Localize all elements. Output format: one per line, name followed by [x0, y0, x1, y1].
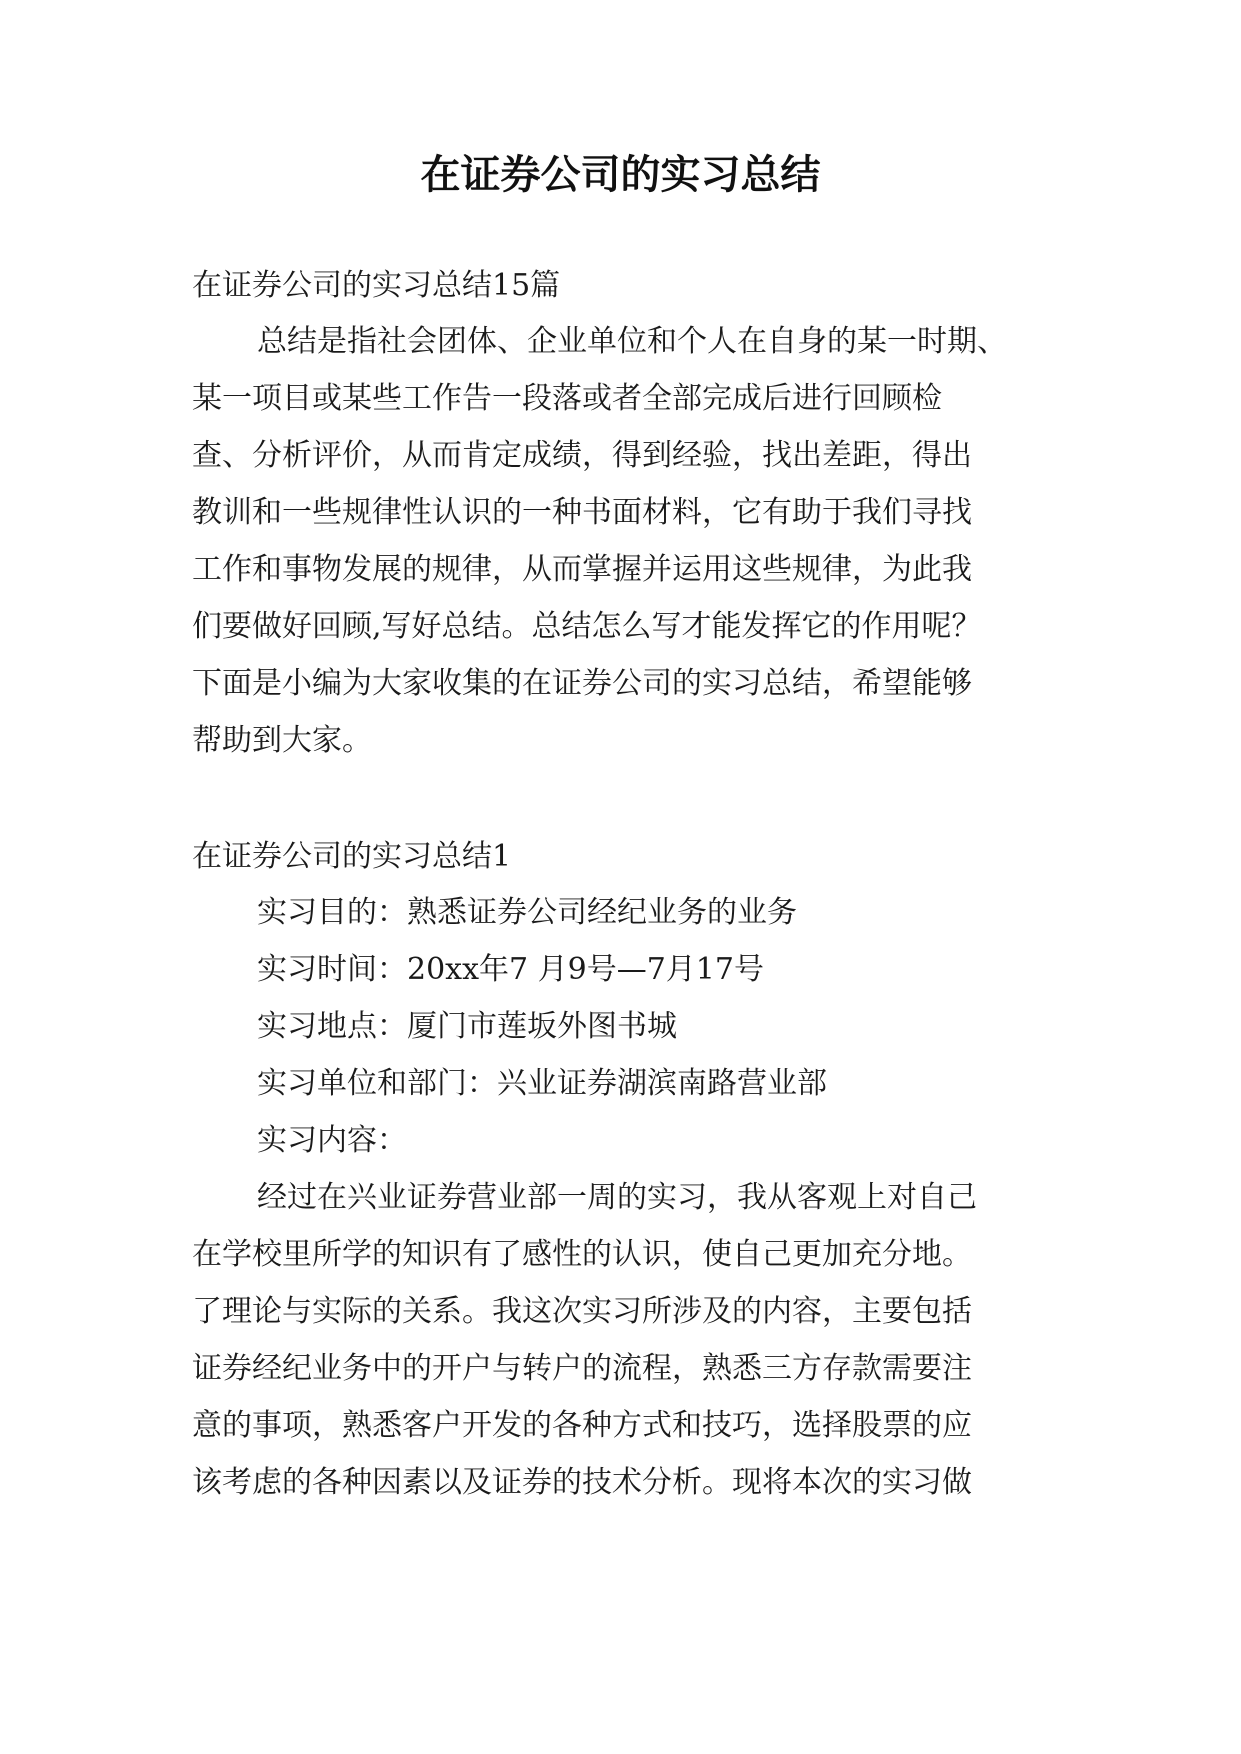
paragraph-line: 了理论与实际的关系。我这次实习所涉及的内容，主要包括 — [192, 1294, 972, 1329]
paragraph-line: 意的事项，熟悉客户开发的各种方式和技巧，选择股票的应 — [192, 1408, 972, 1443]
paragraph-line: 工作和事物发展的规律，从而掌握并运用这些规律，为此我 — [192, 552, 972, 587]
section-heading: 在证券公司的实习总结1 — [192, 839, 512, 874]
paragraph-line: 某一项目或某些工作告一段落或者全部完成后进行回顾检 — [192, 381, 942, 416]
info-line-content: 实习内容： — [257, 1123, 407, 1158]
paragraph-line: 教训和一些规律性认识的一种书面材料，它有助于我们寻找 — [192, 495, 972, 530]
info-line-department: 实习单位和部门：兴业证券湖滨南路营业部 — [257, 1066, 827, 1101]
paragraph-line: 查、分析评价，从而肯定成绩，得到经验，找出差距，得出 — [192, 438, 972, 473]
info-line-time: 实习时间：20xx年7 月9号—7月17号 — [257, 952, 764, 987]
paragraph-line: 帮助到大家。 — [192, 723, 372, 758]
info-line-location: 实习地点：厦门市莲坂外图书城 — [257, 1009, 677, 1044]
document-title: 在证券公司的实习总结 — [420, 151, 821, 198]
paragraph-line: 经过在兴业证券营业部一周的实习，我从客观上对自己 — [257, 1180, 977, 1215]
paragraph-line: 证券经纪业务中的开户与转户的流程，熟悉三方存款需要注 — [192, 1351, 972, 1386]
paragraph-line: 总结是指社会团体、企业单位和个人在自身的某一时期、 — [257, 324, 1007, 359]
paragraph-line: 们要做好回顾,写好总结。总结怎么写才能发挥它的作用呢？ — [192, 609, 982, 644]
document-subtitle: 在证券公司的实习总结15篇 — [192, 268, 561, 303]
paragraph-line: 该考虑的各种因素以及证券的技术分析。现将本次的实习做 — [192, 1465, 972, 1500]
paragraph-line: 下面是小编为大家收集的在证券公司的实习总结，希望能够 — [192, 666, 972, 701]
info-line-purpose: 实习目的：熟悉证券公司经纪业务的业务 — [257, 895, 797, 930]
paragraph-line: 在学校里所学的知识有了感性的认识，使自己更加充分地。 — [192, 1237, 972, 1272]
